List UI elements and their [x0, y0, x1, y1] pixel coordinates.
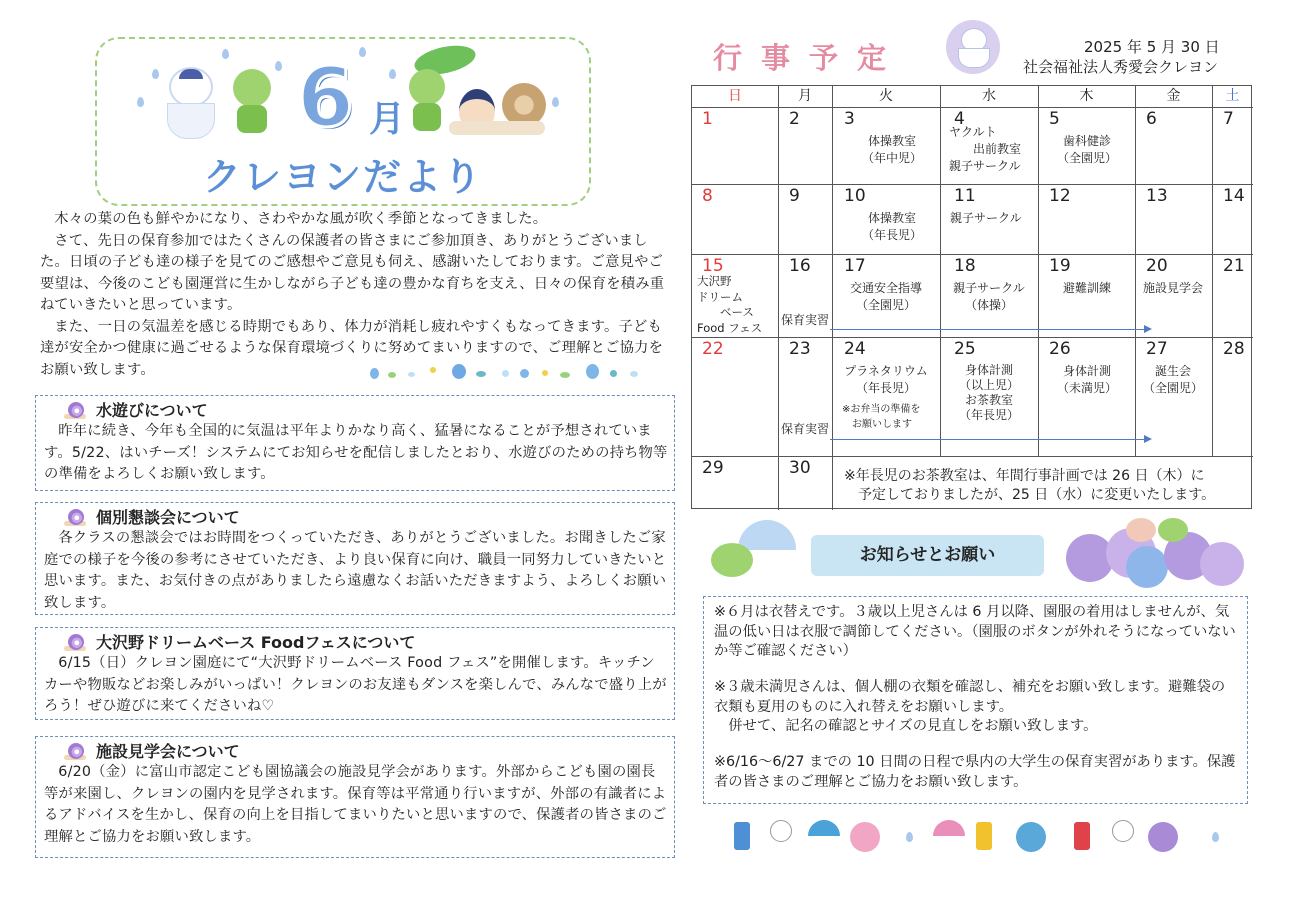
section-title: 水遊びについて [96, 401, 208, 420]
raindrop-icon [152, 69, 159, 79]
calendar-event: 体操教室 （年中児） [861, 134, 922, 165]
calendar-event: プラネタリウム （年長児） [844, 364, 928, 395]
day-number: 4 [954, 109, 965, 129]
weekday-header-wed: 水 [982, 88, 996, 104]
section-facility-tour [35, 736, 675, 858]
month-number: 6 [297, 51, 355, 146]
day-number: 20 [1146, 256, 1168, 276]
weekday-header-mon: 月 [798, 88, 812, 104]
rain-boot-icon [734, 822, 750, 850]
umbrella-icon [933, 820, 965, 836]
newsletter-title: クレヨンだより [202, 155, 483, 199]
snail-icon [64, 508, 88, 526]
calendar-event: 交通安全指導 （全園児） [849, 281, 922, 312]
calendar-event: 身体計測 （以上児） お茶教室 （年長児） [958, 363, 1019, 422]
section-body: 6/15（日）クレヨン園庭にて“大沢野ドリームベース Food フェス”を開催します。キッチンカーや物販などお楽しみがいっぱい！クレヨンのお友達もダンスを楽しんで、みんなで盛り上がろう！ぜひ遊びに来てくださいね♡ [44, 655, 667, 714]
hydrangea-frogs-illustration [1060, 528, 1250, 588]
day-number: 7 [1223, 109, 1234, 129]
hydrangea-icon [1016, 822, 1046, 852]
section-food-fes [35, 627, 675, 720]
intro-paragraph: また、一日の気温差を感じる時期でもあり、体力が消耗し疲れやすくもなってきます。子ども達が安全かつ健康に過ごせるような保育環境づくりに努めてまいりますので、ご理解とご協力をお願い致します。 [40, 318, 664, 378]
day-number: 10 [844, 186, 866, 206]
calendar-event: 保育実習 [781, 313, 830, 327]
calendar-note: ※お弁当の準備を お願いします [842, 404, 921, 430]
snail-icon [64, 742, 88, 760]
day-number: 8 [702, 186, 713, 206]
umbrella-icon [738, 520, 796, 550]
hydrangea-icon [1148, 822, 1178, 852]
rain-boot-icon [1074, 822, 1090, 850]
notice-box [703, 596, 1248, 804]
calendar-event: ヤクルト 出前教室 親子サークル [949, 125, 1022, 173]
day-number: 9 [789, 186, 800, 206]
day-number: 15 [702, 256, 724, 276]
intro-paragraph: 木々の葉の色も鮮やかになり、さわやかな風が吹く季節となってきました。 [54, 211, 548, 227]
hydrangea-icon [850, 822, 880, 852]
calendar-event: 身体計測 （未満児） [1056, 364, 1117, 395]
day-number: 24 [844, 339, 866, 359]
day-number: 21 [1223, 256, 1245, 276]
raindrop-icon [275, 61, 282, 71]
snail-icon [64, 633, 88, 651]
section-body: 6/20（金）に富山市認定こども園協議会の施設見学会があります。外部からこども園の園長等が来園し、クレヨンの園内を見学されます。保育等は平常通り行いますが、外部の有識者によるアドバイスを生かし、保育の向上を目指してまいりたいと思いますので、保護者の皆さまのご理解とご協力をお願い致します。 [44, 764, 667, 845]
section-title: 施設見学会について [96, 742, 240, 761]
frog-icon [711, 543, 753, 577]
day-number: 17 [844, 256, 866, 276]
day-number: 18 [954, 256, 976, 276]
snail-icon [64, 401, 88, 419]
calendar-event: 避難訓練 [1062, 281, 1111, 295]
decorative-drops-divider [370, 364, 650, 380]
calendar-event: 親子サークル （体操） [953, 281, 1025, 312]
day-number: 12 [1049, 186, 1071, 206]
day-number: 14 [1223, 186, 1245, 206]
calendar-event: 体操教室 （年長児） [861, 211, 922, 242]
weekday-header-tue: 火 [879, 88, 893, 104]
duration-arrow [830, 329, 1150, 330]
day-number: 6 [1146, 109, 1157, 129]
event-calendar [691, 85, 1252, 509]
weekday-header-thu: 木 [1079, 88, 1094, 104]
day-number: 26 [1049, 339, 1071, 359]
schedule-title: 行事予定 [713, 41, 906, 75]
raindrop-icon [906, 832, 913, 842]
day-number: 23 [789, 339, 811, 359]
section-individual-meeting [35, 502, 675, 615]
calendar-event: 保育実習 [781, 422, 830, 436]
newsletter-banner [95, 37, 591, 206]
day-number: 30 [789, 458, 811, 478]
notice-title: お知らせとお願い [811, 535, 1044, 576]
day-number: 1 [702, 109, 713, 129]
day-number: 3 [844, 109, 855, 129]
duration-arrow [830, 439, 1150, 440]
calendar-event: 大沢野 ドリーム ベース Food フェス [697, 274, 763, 335]
decorative-rainy-season-border [730, 818, 1230, 858]
raindrop-icon [137, 97, 144, 107]
organization-name: 社会福祉法人秀愛会クレヨン [1023, 58, 1219, 76]
weekday-header-fri: 金 [1166, 88, 1181, 104]
month-char: 月 [369, 99, 406, 140]
raindrop-icon [389, 69, 396, 79]
rain-boot-icon [976, 822, 992, 850]
notice-item: ※６月は衣替えです。３歳以上児さんは 6 月以降、園服の着用はしませんが、気温の低い日は衣服で調節してください。（園服のボタンが外れそうになっていないか等ご確認ください） [714, 604, 1236, 659]
section-title: 個別懇談会について [96, 508, 240, 527]
day-number: 5 [1049, 109, 1060, 129]
day-number: 25 [954, 339, 976, 359]
raindrop-icon [222, 49, 229, 59]
day-number: 16 [789, 256, 811, 276]
intro-text [40, 209, 674, 381]
day-number: 13 [1146, 186, 1168, 206]
day-number: 11 [954, 186, 976, 206]
section-water-play [35, 395, 675, 491]
raindrop-icon [1212, 832, 1219, 842]
teru-teru-child-illustration [169, 67, 213, 107]
teru-teru-bozu-icon [946, 20, 1000, 74]
calendar-event: 誕生会 （全園児） [1142, 364, 1203, 395]
raindrop-icon [552, 97, 559, 107]
day-number: 28 [1223, 339, 1245, 359]
notice-item: ※３歳未満児さんは、個人棚の衣類を確認し、補充をお願い致します。避難袋の衣類も夏用のものに入れ替えをお願いします。 併せて、記名の確認とサイズの見直しをお願い致します。 [714, 679, 1226, 734]
umbrella-icon [808, 820, 840, 836]
section-title: 大沢野ドリームベース Foodフェスについて [96, 633, 416, 652]
calendar-footnote: ※年長児のお茶教室は、年間行事計画では 26 日（木）に 予定しておりましたが、25 日（水）に変更いたします。 [844, 468, 1216, 503]
calendar-event: 歯科健診 （全園児） [1056, 134, 1117, 165]
weekday-header-sat: 土 [1225, 88, 1240, 104]
section-body: 各クラスの懇談会ではお時間をつくっていただき、ありがとうございました。お聞きしたご家庭での様子を今後の参考にさせていただき、より良い保育に向け、職員一同努力していきたいと思います。また、お気付きの点がありましたら遠慮なくお話いただきますよう、よろしくお願い致します。 [44, 530, 667, 611]
frog-child-illustration [409, 69, 445, 105]
day-number: 19 [1049, 256, 1071, 276]
raindrop-icon [359, 47, 366, 57]
day-number: 22 [702, 339, 724, 359]
issue-date: 2025 年 5 月 30 日 [1084, 38, 1220, 56]
notice-item: ※6/16～6/27 までの 10 日間の日程で県内の大学生の保育実習があります。保護者の皆さまのご理解とご協力をお願い致します。 [714, 754, 1236, 790]
teru-teru-bozu-icon [770, 820, 792, 842]
day-number: 27 [1146, 339, 1168, 359]
calendar-event: 親子サークル [950, 211, 1022, 225]
frog-child-illustration [233, 69, 271, 107]
day-number: 2 [789, 109, 800, 129]
intro-paragraph: さて、先日の保育参加ではたくさんの保護者の皆さまにご参加頂き、ありがとうございました。日頃の子ども達の様子を見てのご感想やご意見も伺え、感謝いたしております。ご意見やご要望は、今後のこども園運営に生かしながら子ども達の豊かな育ちを支え、日々の保育を積み重ねていきたいと思っています。 [40, 232, 665, 313]
teru-teru-bozu-icon [1112, 820, 1134, 842]
calendar-event: 施設見学会 [1143, 281, 1204, 295]
weekday-header-sun: 日 [728, 88, 742, 104]
section-body: 昨年に続き、今年も全国的に気温は平年よりかなり高く、猛暑になることが予想されています。5/22、はいチーズ！システムにてお知らせを配信しましたとおり、水遊びのための持ち物等の準備をよろしくお願い致します。 [44, 423, 668, 482]
day-number: 29 [702, 458, 724, 478]
